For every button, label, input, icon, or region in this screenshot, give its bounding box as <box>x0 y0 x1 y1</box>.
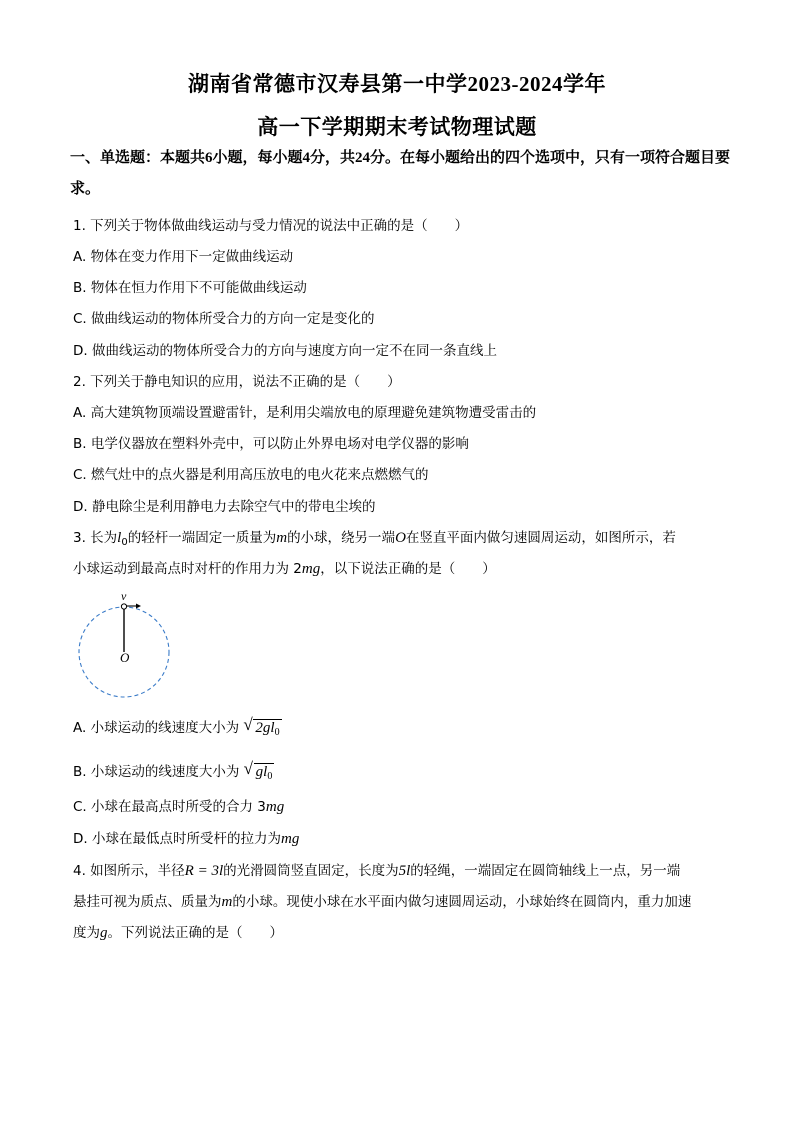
q2-stem: 2. 下列关于静电知识的应用，说法不正确的是（ ） <box>73 374 401 390</box>
velocity-label: v <box>121 589 127 603</box>
q4-stem-line2: 悬挂可视为质点、质量为m的小球。现使小球在水平面内做匀速圆周运动，小球始终在圆筒内，重力加速 <box>73 894 692 910</box>
q2-option-a: A. 高大建筑物顶端设置避雷针，是利用尖端放电的原理避免建筑物遭受雷击的 <box>73 405 537 421</box>
q3-option-b: B. 小球运动的线速度大小为 √ $gl_0$ <box>73 759 273 782</box>
exam-title-line1: 湖南省常德市汉寿县第一中学2023-2024学年 <box>188 72 606 96</box>
q3-stem-line2: 小球运动到最高点时对杆的作用力为 2mg，以下说法正确的是（ ） <box>73 561 496 577</box>
q2-option-d: D. 静电除尘是利用静电力去除空气中的带电尘埃的 <box>73 499 376 515</box>
q1-option-c: C. 做曲线运动的物体所受合力的方向一定是变化的 <box>73 311 375 327</box>
q2-option-c: C. 燃气灶中的点火器是利用高压放电的电火花来点燃燃气的 <box>73 467 429 483</box>
sqrt-expression: √ $2gl_0$ <box>243 715 280 738</box>
velocity-arrowhead-icon <box>136 604 141 609</box>
q1-option-b: B. 物体在恒力作用下不可能做曲线运动 <box>73 280 307 296</box>
sqrt-expression: √ $gl_0$ <box>243 759 273 782</box>
q4-stem-line3: 度为g。下列说法正确的是（ ） <box>73 925 283 941</box>
center-label: O <box>120 650 130 665</box>
ball <box>121 604 126 609</box>
section-heading: 一、单选题：本题共6小题，每小题4分，共24分。在每小题给出的四个选项中，只有一项符合题目要求。 <box>70 150 731 197</box>
q3-circle-figure <box>78 588 178 700</box>
q1-stem: 1. 下列关于物体做曲线运动与受力情况的说法中正确的是（ ） <box>73 218 469 234</box>
q3-stem-line1: 3. 长为$l_0$的轻杆一端固定一质量为m的小球，绕另一端O在竖直平面内做匀速圆周运动，如图所示，若 <box>73 530 676 548</box>
q4-stem-line1: 4. 如图所示，半径R = 3l的光滑圆筒竖直固定，长度为5l的轻绳，一端固定在圆筒轴线上一点，另一端 <box>73 863 681 879</box>
exam-title-line2: 高一下学期期末考试物理试题 <box>257 115 537 139</box>
q3-option-a: A. 小球运动的线速度大小为 √ $2gl_0$ <box>73 715 280 738</box>
q2-option-b: B. 电学仪器放在塑料外壳中，可以防止外界电场对电学仪器的影响 <box>73 436 469 452</box>
q1-option-d: D. 做曲线运动的物体所受合力的方向与速度方向一定不在同一条直线上 <box>73 343 497 359</box>
q3-option-c: C. 小球在最高点时所受的合力 3mg <box>73 799 285 815</box>
q1-option-a: A. 物体在变力作用下一定做曲线运动 <box>73 249 294 265</box>
q3-option-d: D. 小球在最低点时所受杆的拉力为mg <box>73 831 300 847</box>
